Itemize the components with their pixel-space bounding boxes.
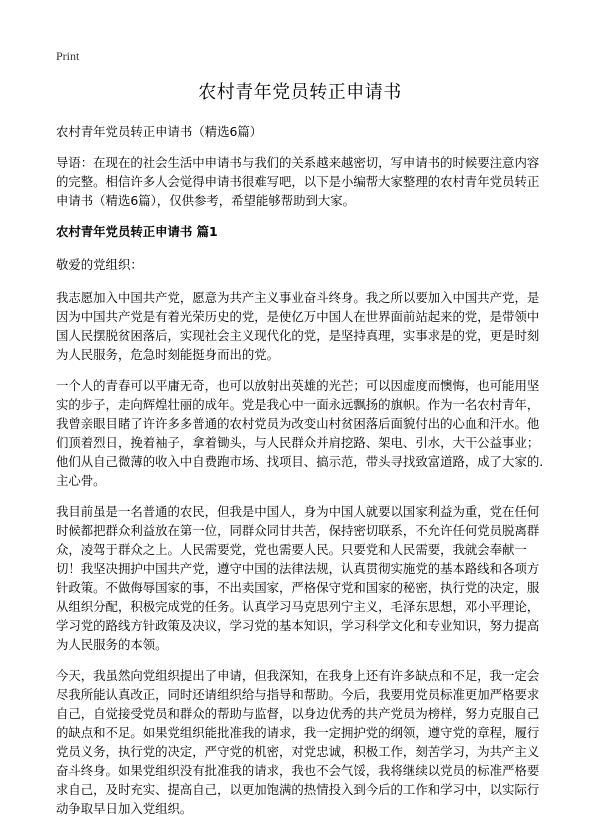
print-link[interactable]: Print	[56, 49, 80, 63]
body-paragraph-2: 一个人的青春可以平庸无奇，也可以放射出英雄的光芒；可以因虚度而懊悔，也可能用坚实的步子，走向辉煌壮丽的成年。党是我心中一面永远飘扬的旗帜。作为一名农村青年，我曾亲眼目睹了许许多多普通的农村党员为改变山村贫困落后面貌付出的心血和汗水。他们顶着烈日，挽着袖子，拿着锄头，与人民群众并肩挖路、架电、引水，大干公益事业；他们从自己微薄的收入中自费跑市场、找项目、搞示范，带头寻找致富道路，成了大家的.主心骨。	[56, 378, 544, 488]
intro-paragraph: 导语：在现在的社会生活中申请书与我们的关系越来越密切，写申请书的时候要注意内容的完整。相信许多人会觉得申请书很难写吧，以下是小编帮大家整理的农村青年党员转正申请书（精选6篇），仅供参考，希望能够帮助到大家。	[56, 155, 540, 208]
salutation: 敬爱的党组织：	[56, 257, 143, 272]
body-paragraph-4: 今天，我虽然向党组织提出了申请，但我深知，在我身上还有许多缺点和不足，我一定会尽我所能认真改正，同时还请组织给与指导和帮助。今后，我要用党员标准更加严格要求自己，自觉接受党员和群众的帮助与监督，以身边优秀的共产党员为榜样，努力克服自己的缺点和不足。如果党组织能批准我的请求，我一定拥护党的纲领，遵守党的章程，履行党员义务，执行党的决定，严守党的机密，对党忠诚，积极工作，刻苦学习，为共产主义奋斗终身。如果党组织没有批准我的请求，我也不会气馁，我将继续以党员的标准严格要求自己，及时充实、提高自己，以更加饱满的热情投入到今后的工作和学习中，以实际行动争取早日加入党组织。	[56, 668, 540, 816]
page-title: 农村青年党员转正申请书	[198, 82, 402, 103]
document-subtitle: 农村青年党员转正申请书（精选6篇）	[56, 124, 263, 139]
body-paragraph-1: 我志愿加入中国共产党，愿意为共产主义事业奋斗终身。我之所以要加入中国共产党，是因为中国共产党是有着光荣历史的党，是使亿万中国人在世界面前站起来的党，是带领中国人民摆脱贫困落后，实现社会主义现代化的党，是坚持真理，实事求是的党，更是时刻为人民服务，危急时刻能挺身而出的党。	[56, 290, 540, 362]
section-heading: 农村青年党员转正申请书 篇1	[56, 224, 218, 239]
document-body	[56, 122, 544, 830]
body-paragraph-3: 我目前虽是一名普通的农民，但我是中国人，身为中国人就要以国家利益为重，党在任何时候都把群众利益放在第一位，同群众同甘共苦，保持密切联系，不允许任何党员脱离群众，凌驾于群众之上。人民需要党，党也需要人民。只要党和人民需要，我就会奉献一切！我坚决拥护中国共产党，遵守中国的法律法规，认真贯彻实施党的基本路线和各项方针政策。不做侮辱国家的事，不出卖国家，严格保守党和国家的秘密，执行党的决定，服从组织分配，积极完成党的任务。认真学习马克思列宁主义，毛泽东思想，邓小平理论，学习党的路线方针政策及决议，学习党的基本知识，学习科学文化和专业知识，努力提高为人民服务的本领。	[56, 504, 540, 652]
